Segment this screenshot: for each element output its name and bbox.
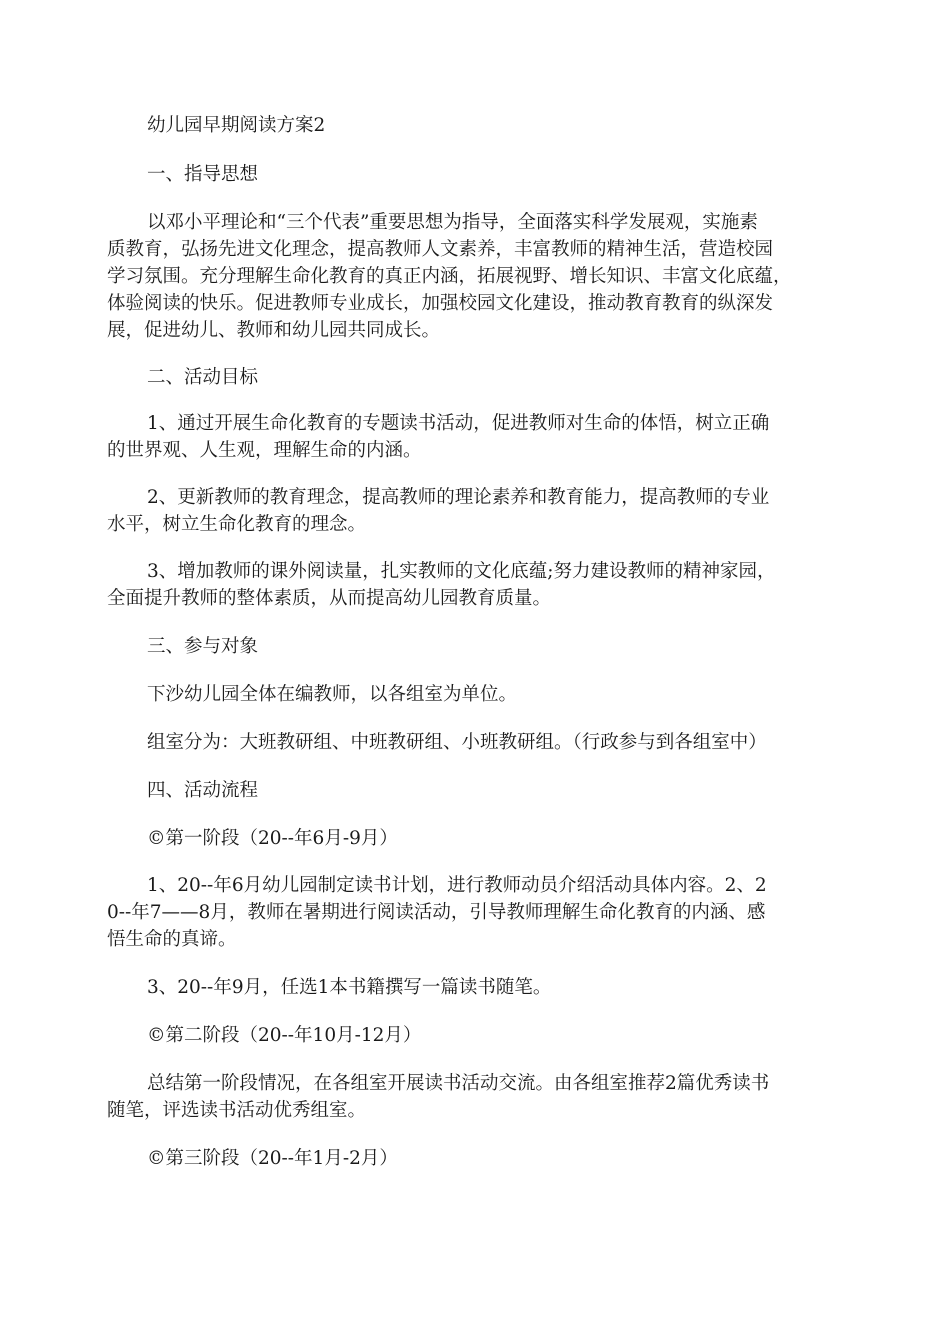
participants-paragraph-2: 组室分为：大班教研组、中班教研组、小班教研组。（行政参与到各组室中） bbox=[147, 732, 767, 753]
paragraph-line: 体验阅读的快乐。促进教师专业成长，加强校园文化建设，推动教育教育的纵深发 bbox=[107, 293, 774, 314]
paragraph-line: 质教育，弘扬先进文化理念，提高教师人文素养，丰富教师的精神生活，营造校园 bbox=[107, 239, 774, 260]
paragraph-line: 随笔，评选读书活动优秀组室。 bbox=[107, 1100, 367, 1121]
paragraph-line: 1、20--年6月幼儿园制定读书计划，进行教师动员介绍活动具体内容。2、2 bbox=[147, 875, 767, 896]
stage-2-heading: ©第二阶段（20--年10月-12月） bbox=[147, 1025, 422, 1046]
section-heading-guiding-thought: 一、指导思想 bbox=[147, 164, 259, 185]
section-heading-process: 四、活动流程 bbox=[147, 780, 259, 801]
goal-item-2 bbox=[107, 484, 769, 538]
paragraph-line: 0--年7——8月，教师在暑期进行阅读活动，引导教师理解生命化教育的内涵、感 bbox=[107, 902, 766, 923]
paragraph-line: 全面提升教师的整体素质，从而提高幼儿园教育质量。 bbox=[107, 588, 552, 609]
paragraph-line: 以邓小平理论和“三个代表”重要思想为指导，全面落实科学发展观，实施素 bbox=[147, 212, 758, 233]
paragraph-line: 的世界观、人生观，理解生命的内涵。 bbox=[107, 440, 422, 461]
stage-3-heading: ©第三阶段（20--年1月-2月） bbox=[147, 1148, 398, 1169]
paragraph-line: 总结第一阶段情况，在各组室开展读书活动交流。由各组室推荐2篇优秀读书 bbox=[147, 1073, 770, 1094]
participants-paragraph-1: 下沙幼儿园全体在编教师，以各组室为单位。 bbox=[147, 684, 518, 705]
paragraph-guiding-thought bbox=[107, 209, 792, 344]
goal-item-3 bbox=[107, 558, 776, 612]
stage-1-paragraph-2: 3、20--年9月，任选1本书籍撰写一篇读书随笔。 bbox=[147, 977, 552, 998]
paragraph-line: 1、通过开展生命化教育的专题读书活动，促进教师对生命的体悟，树立正确 bbox=[147, 413, 770, 434]
stage-1-heading: ©第一阶段（20--年6月-9月） bbox=[147, 828, 398, 849]
section-heading-goals: 二、活动目标 bbox=[147, 367, 259, 388]
paragraph-line: 3、增加教师的课外阅读量，扎实教师的文化底蕴;努力建设教师的精神家园， bbox=[147, 561, 776, 582]
section-heading-participants: 三、参与对象 bbox=[147, 636, 259, 657]
document-title: 幼儿园早期阅读方案2 bbox=[147, 115, 326, 136]
stage-1-paragraph-1 bbox=[107, 872, 767, 953]
paragraph-line: 悟生命的真谛。 bbox=[107, 929, 237, 950]
paragraph-line: 水平，树立生命化教育的理念。 bbox=[107, 514, 367, 535]
stage-2-paragraph-1 bbox=[107, 1070, 769, 1124]
paragraph-line: 展，促进幼儿、教师和幼儿园共同成长。 bbox=[107, 320, 441, 341]
paragraph-line: 2、更新教师的教育理念，提高教师的理论素养和教育能力，提高教师的专业 bbox=[147, 487, 770, 508]
paragraph-line: 学习氛围。充分理解生命化教育的真正内涵，拓展视野、增长知识、丰富文化底蕴， bbox=[107, 266, 792, 287]
goal-item-1 bbox=[107, 410, 769, 464]
